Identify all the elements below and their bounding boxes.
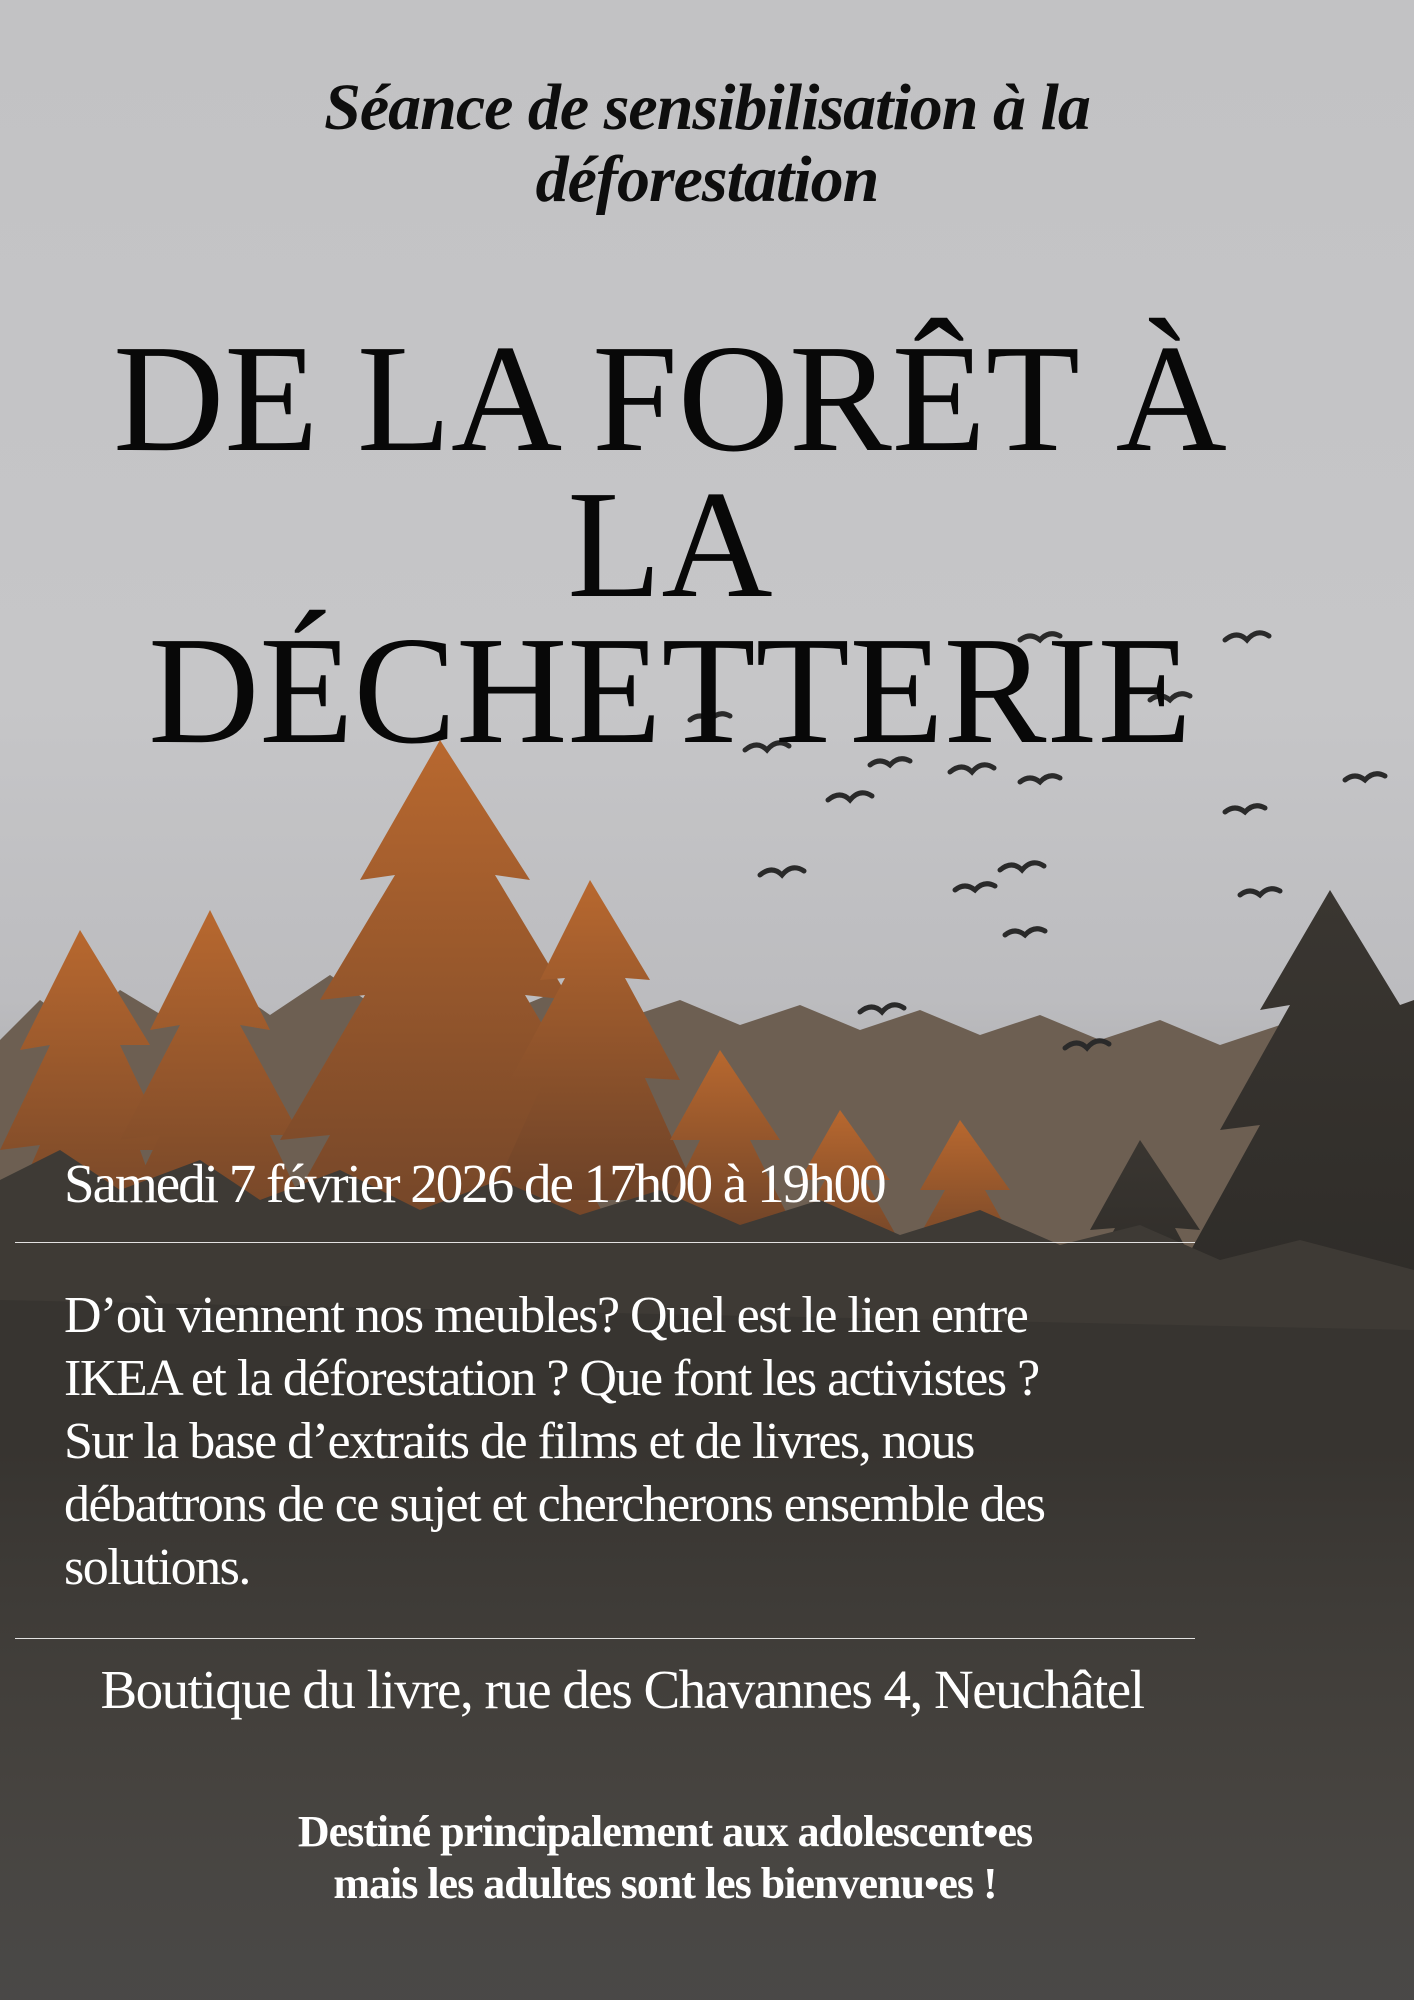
headline-line-3: DÉCHETTERIE (148, 606, 1192, 776)
event-location: Boutique du livre, rue des Chavannes 4, Neuchâtel (100, 1659, 1144, 1720)
divider-bottom (15, 1638, 1195, 1639)
event-headline (0, 314, 1340, 776)
description-line-3: Sur la base d’extraits de films et de livres, nous (64, 1413, 974, 1470)
event-audience (0, 1806, 1330, 1910)
divider-top (15, 1242, 1195, 1243)
event-description (64, 1284, 1304, 1599)
headline-line-2: LA (567, 460, 773, 630)
description-line-4: débattrons de ce sujet et chercherons ensemble des (64, 1476, 1045, 1533)
subtitle-line-1: Séance de sensibilisation à la (324, 71, 1090, 144)
audience-line-1: Destiné principalement aux adolescent•es (297, 1807, 1033, 1856)
event-subtitle (0, 72, 1414, 216)
headline-line-1: DE LA FORÊT À (113, 314, 1227, 484)
event-date-time: Samedi 7 février 2026 de 17h00 à 19h00 (64, 1153, 885, 1214)
description-line-5: solutions. (64, 1539, 250, 1596)
description-line-1: D’où viennent nos meubles? Quel est le lien entre (64, 1287, 1028, 1344)
subtitle-line-2: déforestation (535, 143, 879, 216)
description-line-2: IKEA et la déforestation ? Que font les activistes ? (64, 1350, 1039, 1407)
audience-line-2: mais les adultes sont les bienvenu•es ! (333, 1859, 997, 1908)
